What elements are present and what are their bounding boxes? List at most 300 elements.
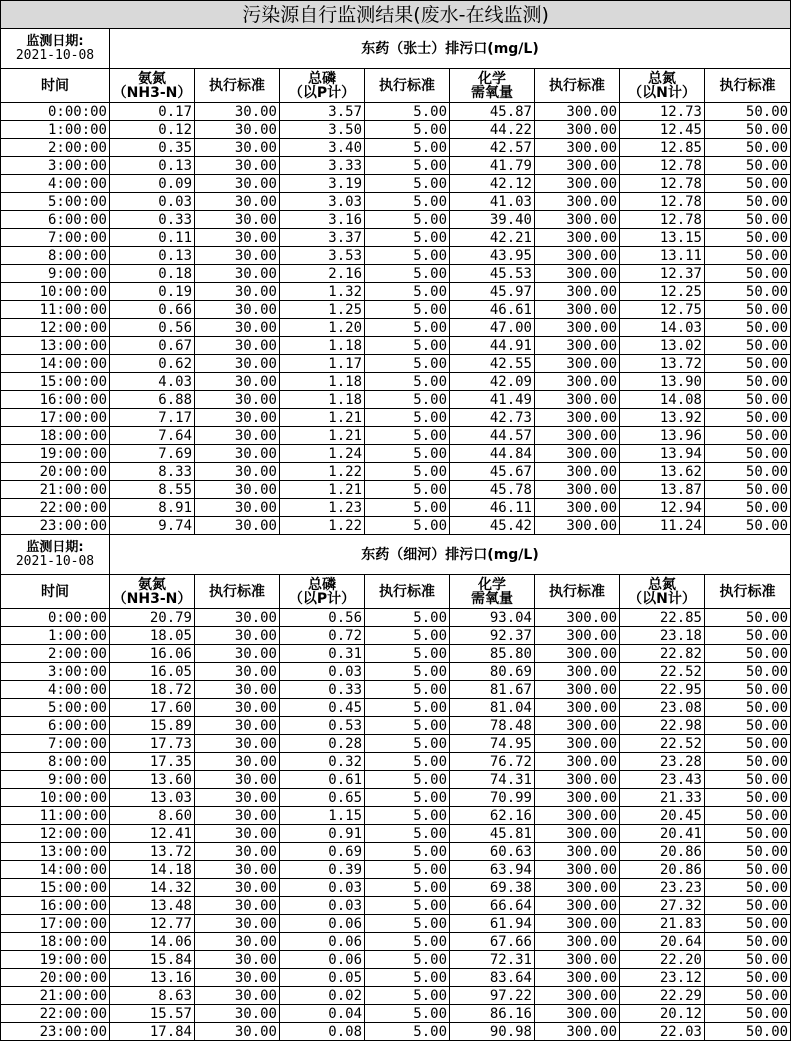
table-row xyxy=(1,987,791,1005)
column-header xyxy=(195,69,280,103)
value-cell: 50.00 xyxy=(705,897,791,915)
value-cell: 20.86 xyxy=(620,861,705,879)
value-cell: 300.00 xyxy=(535,825,620,843)
value-cell: 12.78 xyxy=(620,157,705,175)
value-cell: 3.03 xyxy=(280,193,365,211)
report-title: 污染源自行监测结果(废水-在线监测) xyxy=(1,1,791,29)
value-cell: 50.00 xyxy=(705,645,791,663)
value-cell: 0.18 xyxy=(110,265,195,283)
column-header xyxy=(450,575,535,609)
value-cell: 30.00 xyxy=(195,897,280,915)
table-row xyxy=(1,771,791,789)
table-row xyxy=(1,175,791,193)
value-cell: 86.16 xyxy=(450,1005,535,1023)
value-cell: 8.55 xyxy=(110,481,195,499)
value-cell: 23.43 xyxy=(620,771,705,789)
value-cell: 20.64 xyxy=(620,933,705,951)
time-cell: 15:00:00 xyxy=(1,879,110,897)
value-cell: 30.00 xyxy=(195,139,280,157)
value-cell: 5.00 xyxy=(365,897,450,915)
value-cell: 13.48 xyxy=(110,897,195,915)
value-cell: 1.21 xyxy=(280,427,365,445)
time-cell: 12:00:00 xyxy=(1,319,110,337)
value-cell: 5.00 xyxy=(365,825,450,843)
time-cell: 23:00:00 xyxy=(1,517,110,535)
value-cell: 5.00 xyxy=(365,121,450,139)
value-cell: 5.00 xyxy=(365,861,450,879)
time-cell: 19:00:00 xyxy=(1,445,110,463)
table-row xyxy=(1,627,791,645)
value-cell: 42.21 xyxy=(450,229,535,247)
value-cell: 0.17 xyxy=(110,103,195,121)
value-cell: 0.33 xyxy=(110,211,195,229)
value-cell: 17.73 xyxy=(110,735,195,753)
value-cell: 69.38 xyxy=(450,879,535,897)
value-cell: 30.00 xyxy=(195,681,280,699)
value-cell: 50.00 xyxy=(705,445,791,463)
table-row xyxy=(1,969,791,987)
table-row xyxy=(1,229,791,247)
outlet-title: 东药（细河）排污口(mg/L) xyxy=(110,535,791,575)
value-cell: 5.00 xyxy=(365,139,450,157)
value-cell: 30.00 xyxy=(195,517,280,535)
value-cell: 66.64 xyxy=(450,897,535,915)
column-header xyxy=(705,575,791,609)
value-cell: 5.00 xyxy=(365,699,450,717)
value-cell: 0.03 xyxy=(280,879,365,897)
value-cell: 17.84 xyxy=(110,1023,195,1041)
value-cell: 30.00 xyxy=(195,247,280,265)
value-cell: 30.00 xyxy=(195,373,280,391)
table-row xyxy=(1,1023,791,1041)
value-cell: 300.00 xyxy=(535,481,620,499)
value-cell: 42.73 xyxy=(450,409,535,427)
time-cell: 0:00:00 xyxy=(1,103,110,121)
value-cell: 22.52 xyxy=(620,663,705,681)
value-cell: 3.16 xyxy=(280,211,365,229)
value-cell: 30.00 xyxy=(195,445,280,463)
value-cell: 18.72 xyxy=(110,681,195,699)
value-cell: 50.00 xyxy=(705,969,791,987)
column-header-line1: 时间 xyxy=(41,583,69,600)
value-cell: 300.00 xyxy=(535,1023,620,1041)
time-cell: 13:00:00 xyxy=(1,843,110,861)
value-cell: 5.00 xyxy=(365,409,450,427)
value-cell: 0.06 xyxy=(280,933,365,951)
column-header-line1: 执行标准 xyxy=(549,77,605,94)
value-cell: 0.03 xyxy=(280,663,365,681)
value-cell: 13.90 xyxy=(620,373,705,391)
value-cell: 42.12 xyxy=(450,175,535,193)
column-header xyxy=(535,575,620,609)
value-cell: 0.08 xyxy=(280,1023,365,1041)
value-cell: 30.00 xyxy=(195,463,280,481)
table-row xyxy=(1,807,791,825)
value-cell: 50.00 xyxy=(705,391,791,409)
value-cell: 300.00 xyxy=(535,211,620,229)
value-cell: 50.00 xyxy=(705,1023,791,1041)
table-row xyxy=(1,463,791,481)
value-cell: 3.50 xyxy=(280,121,365,139)
value-cell: 50.00 xyxy=(705,319,791,337)
value-cell: 50.00 xyxy=(705,301,791,319)
time-cell: 17:00:00 xyxy=(1,409,110,427)
value-cell: 3.53 xyxy=(280,247,365,265)
table-row xyxy=(1,445,791,463)
time-cell: 19:00:00 xyxy=(1,951,110,969)
value-cell: 0.35 xyxy=(110,139,195,157)
value-cell: 300.00 xyxy=(535,301,620,319)
value-cell: 30.00 xyxy=(195,987,280,1005)
value-cell: 47.00 xyxy=(450,319,535,337)
value-cell: 300.00 xyxy=(535,499,620,517)
time-cell: 8:00:00 xyxy=(1,247,110,265)
value-cell: 5.00 xyxy=(365,735,450,753)
value-cell: 300.00 xyxy=(535,247,620,265)
value-cell: 0.65 xyxy=(280,789,365,807)
value-cell: 300.00 xyxy=(535,897,620,915)
value-cell: 1.23 xyxy=(280,499,365,517)
value-cell: 300.00 xyxy=(535,121,620,139)
value-cell: 30.00 xyxy=(195,391,280,409)
value-cell: 0.04 xyxy=(280,1005,365,1023)
value-cell: 50.00 xyxy=(705,915,791,933)
value-cell: 70.99 xyxy=(450,789,535,807)
value-cell: 5.00 xyxy=(365,283,450,301)
value-cell: 23.12 xyxy=(620,969,705,987)
value-cell: 7.64 xyxy=(110,427,195,445)
column-header-line1: 执行标准 xyxy=(549,583,605,600)
value-cell: 5.00 xyxy=(365,481,450,499)
time-cell: 20:00:00 xyxy=(1,463,110,481)
table-row xyxy=(1,391,791,409)
value-cell: 50.00 xyxy=(705,139,791,157)
value-cell: 41.03 xyxy=(450,193,535,211)
table-row xyxy=(1,753,791,771)
value-cell: 50.00 xyxy=(705,627,791,645)
value-cell: 1.18 xyxy=(280,373,365,391)
value-cell: 300.00 xyxy=(535,463,620,481)
value-cell: 13.02 xyxy=(620,337,705,355)
table-row xyxy=(1,139,791,157)
table-row xyxy=(1,717,791,735)
value-cell: 4.03 xyxy=(110,373,195,391)
value-cell: 63.94 xyxy=(450,861,535,879)
value-cell: 12.78 xyxy=(620,193,705,211)
value-cell: 30.00 xyxy=(195,789,280,807)
value-cell: 27.32 xyxy=(620,897,705,915)
value-cell: 13.11 xyxy=(620,247,705,265)
value-cell: 12.37 xyxy=(620,265,705,283)
value-cell: 30.00 xyxy=(195,175,280,193)
value-cell: 50.00 xyxy=(705,157,791,175)
value-cell: 0.45 xyxy=(280,699,365,717)
value-cell: 1.21 xyxy=(280,409,365,427)
value-cell: 50.00 xyxy=(705,933,791,951)
value-cell: 22.29 xyxy=(620,987,705,1005)
value-cell: 97.22 xyxy=(450,987,535,1005)
value-cell: 30.00 xyxy=(195,843,280,861)
column-header-line1: 执行标准 xyxy=(379,583,435,600)
value-cell: 50.00 xyxy=(705,247,791,265)
column-header-line1: 总氮 xyxy=(648,70,676,87)
value-cell: 300.00 xyxy=(535,933,620,951)
value-cell: 0.11 xyxy=(110,229,195,247)
time-cell: 1:00:00 xyxy=(1,627,110,645)
value-cell: 300.00 xyxy=(535,879,620,897)
value-cell: 50.00 xyxy=(705,735,791,753)
value-cell: 5.00 xyxy=(365,663,450,681)
value-cell: 23.18 xyxy=(620,627,705,645)
value-cell: 50.00 xyxy=(705,699,791,717)
value-cell: 300.00 xyxy=(535,861,620,879)
time-cell: 18:00:00 xyxy=(1,933,110,951)
column-header xyxy=(1,575,110,609)
value-cell: 300.00 xyxy=(535,807,620,825)
time-cell: 7:00:00 xyxy=(1,735,110,753)
value-cell: 5.00 xyxy=(365,933,450,951)
value-cell: 13.15 xyxy=(620,229,705,247)
value-cell: 300.00 xyxy=(535,427,620,445)
value-cell: 50.00 xyxy=(705,987,791,1005)
table-row xyxy=(1,193,791,211)
table-row xyxy=(1,843,791,861)
value-cell: 30.00 xyxy=(195,265,280,283)
value-cell: 300.00 xyxy=(535,319,620,337)
value-cell: 300.00 xyxy=(535,627,620,645)
value-cell: 30.00 xyxy=(195,1023,280,1041)
time-cell: 16:00:00 xyxy=(1,897,110,915)
value-cell: 0.02 xyxy=(280,987,365,1005)
value-cell: 50.00 xyxy=(705,211,791,229)
value-cell: 50.00 xyxy=(705,807,791,825)
value-cell: 5.00 xyxy=(365,499,450,517)
value-cell: 5.00 xyxy=(365,717,450,735)
value-cell: 50.00 xyxy=(705,771,791,789)
value-cell: 1.24 xyxy=(280,445,365,463)
table-row xyxy=(1,825,791,843)
report-title-row xyxy=(1,1,791,29)
value-cell: 15.84 xyxy=(110,951,195,969)
table-row xyxy=(1,427,791,445)
column-header xyxy=(110,69,195,103)
value-cell: 0.06 xyxy=(280,915,365,933)
value-cell: 300.00 xyxy=(535,175,620,193)
value-cell: 2.16 xyxy=(280,265,365,283)
value-cell: 8.63 xyxy=(110,987,195,1005)
value-cell: 15.89 xyxy=(110,717,195,735)
time-cell: 11:00:00 xyxy=(1,301,110,319)
value-cell: 0.53 xyxy=(280,717,365,735)
value-cell: 13.92 xyxy=(620,409,705,427)
column-header-line2: （以N计） xyxy=(628,84,696,101)
time-cell: 6:00:00 xyxy=(1,211,110,229)
value-cell: 46.11 xyxy=(450,499,535,517)
value-cell: 5.00 xyxy=(365,645,450,663)
table-row xyxy=(1,897,791,915)
time-cell: 2:00:00 xyxy=(1,645,110,663)
time-cell: 5:00:00 xyxy=(1,193,110,211)
value-cell: 13.03 xyxy=(110,789,195,807)
value-cell: 300.00 xyxy=(535,609,620,627)
time-cell: 7:00:00 xyxy=(1,229,110,247)
value-cell: 5.00 xyxy=(365,789,450,807)
value-cell: 45.81 xyxy=(450,825,535,843)
monitoring-date-label: 监测日期: xyxy=(26,539,84,555)
value-cell: 0.67 xyxy=(110,337,195,355)
value-cell: 5.00 xyxy=(365,987,450,1005)
value-cell: 5.00 xyxy=(365,301,450,319)
monitoring-date-value: 2021-10-08 xyxy=(15,553,95,569)
value-cell: 50.00 xyxy=(705,121,791,139)
value-cell: 30.00 xyxy=(195,121,280,139)
value-cell: 22.20 xyxy=(620,951,705,969)
value-cell: 14.32 xyxy=(110,879,195,897)
value-cell: 5.00 xyxy=(365,463,450,481)
value-cell: 300.00 xyxy=(535,409,620,427)
value-cell: 42.09 xyxy=(450,373,535,391)
value-cell: 50.00 xyxy=(705,409,791,427)
time-cell: 13:00:00 xyxy=(1,337,110,355)
value-cell: 50.00 xyxy=(705,283,791,301)
value-cell: 300.00 xyxy=(535,103,620,121)
table-row xyxy=(1,319,791,337)
table-row xyxy=(1,337,791,355)
value-cell: 30.00 xyxy=(195,771,280,789)
time-cell: 20:00:00 xyxy=(1,969,110,987)
time-cell: 9:00:00 xyxy=(1,265,110,283)
table-row xyxy=(1,609,791,627)
value-cell: 21.83 xyxy=(620,915,705,933)
value-cell: 30.00 xyxy=(195,103,280,121)
column-header-line1: 化学 xyxy=(478,576,506,593)
value-cell: 5.00 xyxy=(365,843,450,861)
value-cell: 20.41 xyxy=(620,825,705,843)
value-cell: 44.91 xyxy=(450,337,535,355)
monitoring-date-value: 2021-10-08 xyxy=(15,47,95,63)
value-cell: 13.94 xyxy=(620,445,705,463)
value-cell: 30.00 xyxy=(195,933,280,951)
value-cell: 45.78 xyxy=(450,481,535,499)
value-cell: 30.00 xyxy=(195,915,280,933)
value-cell: 50.00 xyxy=(705,825,791,843)
value-cell: 30.00 xyxy=(195,157,280,175)
value-cell: 30.00 xyxy=(195,663,280,681)
table-row xyxy=(1,355,791,373)
value-cell: 50.00 xyxy=(705,175,791,193)
value-cell: 300.00 xyxy=(535,445,620,463)
value-cell: 30.00 xyxy=(195,735,280,753)
time-cell: 10:00:00 xyxy=(1,789,110,807)
value-cell: 30.00 xyxy=(195,825,280,843)
column-header-row xyxy=(1,69,791,103)
time-cell: 5:00:00 xyxy=(1,699,110,717)
time-cell: 21:00:00 xyxy=(1,481,110,499)
value-cell: 300.00 xyxy=(535,987,620,1005)
value-cell: 0.13 xyxy=(110,247,195,265)
table-row xyxy=(1,283,791,301)
column-header xyxy=(1,69,110,103)
value-cell: 14.03 xyxy=(620,319,705,337)
value-cell: 50.00 xyxy=(705,517,791,535)
value-cell: 5.00 xyxy=(365,355,450,373)
value-cell: 50.00 xyxy=(705,717,791,735)
value-cell: 45.42 xyxy=(450,517,535,535)
time-cell: 9:00:00 xyxy=(1,771,110,789)
value-cell: 30.00 xyxy=(195,283,280,301)
value-cell: 8.60 xyxy=(110,807,195,825)
time-cell: 18:00:00 xyxy=(1,427,110,445)
value-cell: 50.00 xyxy=(705,103,791,121)
outlet-title: 东药（张士）排污口(mg/L) xyxy=(110,29,791,69)
value-cell: 30.00 xyxy=(195,301,280,319)
value-cell: 300.00 xyxy=(535,717,620,735)
value-cell: 30.00 xyxy=(195,969,280,987)
value-cell: 0.66 xyxy=(110,301,195,319)
value-cell: 300.00 xyxy=(535,283,620,301)
value-cell: 300.00 xyxy=(535,193,620,211)
value-cell: 5.00 xyxy=(365,265,450,283)
time-cell: 8:00:00 xyxy=(1,753,110,771)
value-cell: 20.79 xyxy=(110,609,195,627)
value-cell: 30.00 xyxy=(195,319,280,337)
column-header-line1: 总磷 xyxy=(308,70,336,87)
value-cell: 30.00 xyxy=(195,627,280,645)
time-cell: 3:00:00 xyxy=(1,663,110,681)
column-header-line2: （以P计） xyxy=(288,590,356,607)
value-cell: 8.91 xyxy=(110,499,195,517)
value-cell: 8.33 xyxy=(110,463,195,481)
value-cell: 0.05 xyxy=(280,969,365,987)
value-cell: 300.00 xyxy=(535,139,620,157)
value-cell: 12.78 xyxy=(620,175,705,193)
value-cell: 300.00 xyxy=(535,157,620,175)
value-cell: 45.67 xyxy=(450,463,535,481)
table-row xyxy=(1,265,791,283)
value-cell: 23.23 xyxy=(620,879,705,897)
value-cell: 12.78 xyxy=(620,211,705,229)
value-cell: 5.00 xyxy=(365,247,450,265)
value-cell: 1.17 xyxy=(280,355,365,373)
value-cell: 12.94 xyxy=(620,499,705,517)
value-cell: 30.00 xyxy=(195,481,280,499)
value-cell: 5.00 xyxy=(365,319,450,337)
value-cell: 1.22 xyxy=(280,517,365,535)
value-cell: 72.31 xyxy=(450,951,535,969)
value-cell: 1.32 xyxy=(280,283,365,301)
time-cell: 22:00:00 xyxy=(1,1005,110,1023)
outlet-row xyxy=(1,535,791,575)
value-cell: 41.79 xyxy=(450,157,535,175)
value-cell: 67.66 xyxy=(450,933,535,951)
value-cell: 5.00 xyxy=(365,157,450,175)
table-row xyxy=(1,517,791,535)
value-cell: 300.00 xyxy=(535,735,620,753)
value-cell: 0.61 xyxy=(280,771,365,789)
value-cell: 3.40 xyxy=(280,139,365,157)
value-cell: 21.33 xyxy=(620,789,705,807)
value-cell: 3.37 xyxy=(280,229,365,247)
value-cell: 50.00 xyxy=(705,609,791,627)
value-cell: 300.00 xyxy=(535,969,620,987)
value-cell: 12.73 xyxy=(620,103,705,121)
value-cell: 74.95 xyxy=(450,735,535,753)
time-cell: 3:00:00 xyxy=(1,157,110,175)
value-cell: 50.00 xyxy=(705,951,791,969)
value-cell: 5.00 xyxy=(365,193,450,211)
table-row xyxy=(1,735,791,753)
value-cell: 74.31 xyxy=(450,771,535,789)
